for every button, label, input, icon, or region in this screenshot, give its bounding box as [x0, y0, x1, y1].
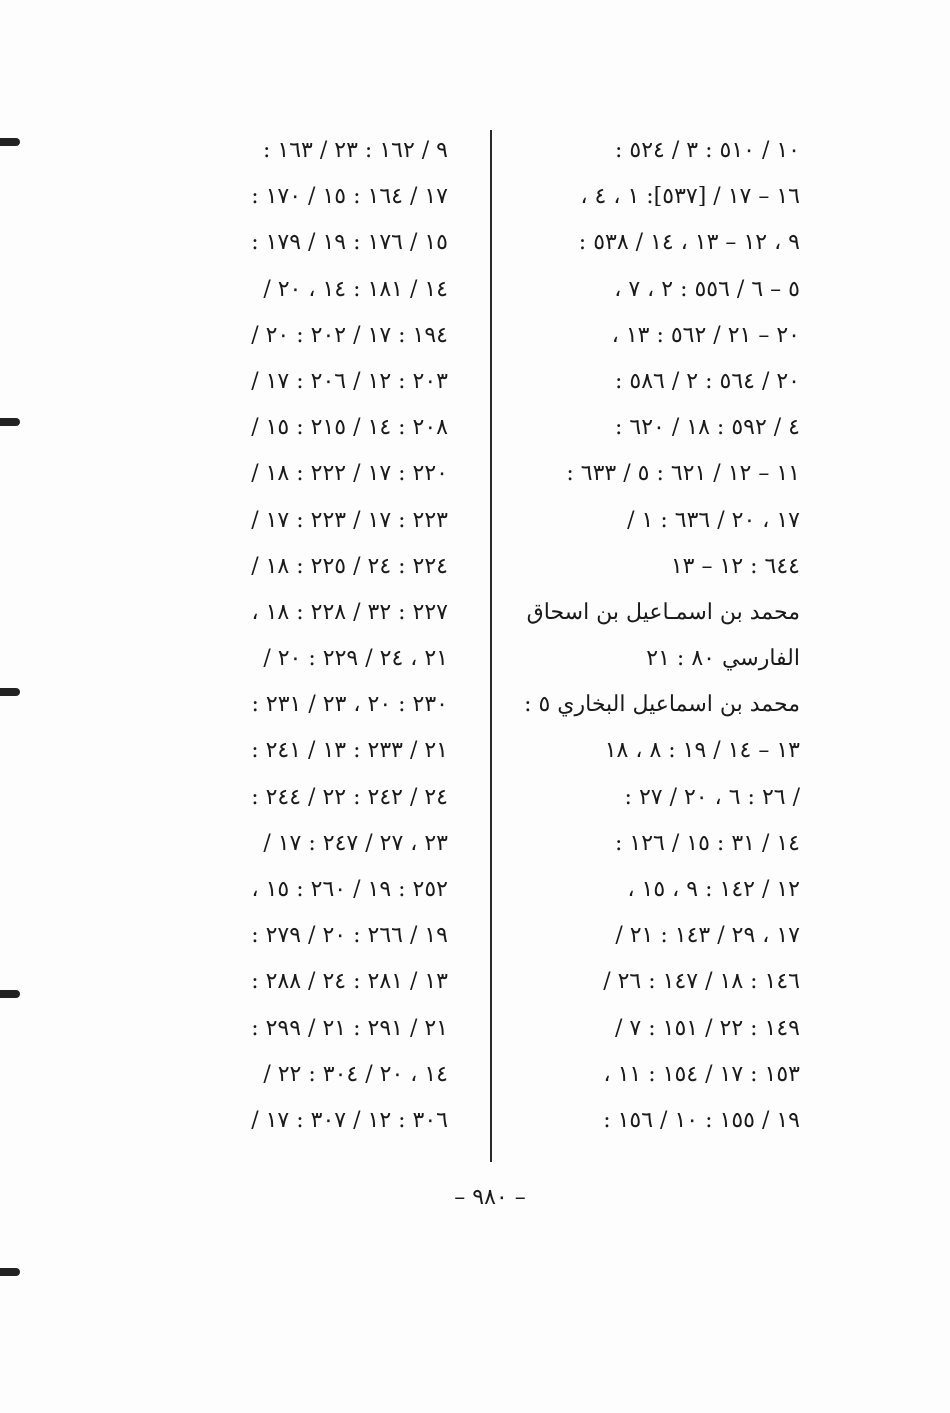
index-line: ٢٢٣ : ١٧ / ٢٢٣ : ١٧ / — [251, 507, 448, 533]
index-line: ٢٠ / ٥٦٤ : ٢ / ٥٨٦ : — [615, 368, 800, 394]
index-line: ٢٣ ، ٢٧ / ٢٤٧ : ١٧ / — [263, 830, 448, 856]
index-line: ٦٤٤ : ١٢ – ١٣ — [670, 553, 800, 579]
scan-edge-mark — [0, 138, 20, 146]
index-line: ٢٥٢ : ١٩ / ٢٦٠ : ١٥ ، — [251, 877, 448, 902]
index-line: ١٩ / ١٥٥ : ١٠ / ١٥٦ : — [603, 1107, 800, 1133]
index-line: ٥ – ٦ / ٥٥٦ : ٢ ، ٧ ، — [614, 276, 800, 302]
index-line: ١٣ / ٢٨١ : ٢٤ / ٢٨٨ : — [251, 969, 448, 995]
index-line: ٢٢٠ : ١٧ / ٢٢٢ : ١٨ / — [251, 461, 448, 487]
index-line: ٢١ / ٢٣٣ : ١٣ / ٢٤١ : — [251, 738, 448, 764]
scan-edge-mark — [0, 990, 20, 998]
index-line: ٣٠٦ : ١٢ / ٣٠٧ : ١٧ / — [251, 1107, 448, 1133]
index-line: ١٩ / ٢٦٦ : ٢٠ / ٢٧٩ : — [251, 923, 448, 949]
index-entry-heading: محمد بن اسماعيل البخاري ٥ : — [524, 692, 800, 718]
index-line: ٢٣٠ : ٢٠ ، ٢٣ / ٢٣١ : — [251, 692, 448, 718]
column-divider — [490, 130, 492, 1162]
index-line: ١١ – ١٢ / ٦٢١ : ٥ / ٦٣٣ : — [566, 461, 800, 487]
index-line: ١٤ ، ٢٠ / ٣٠٤ : ٢٢ / — [263, 1061, 448, 1087]
index-line: ٢١ / ٢٩١ : ٢١ / ٢٩٩ : — [251, 1015, 448, 1041]
index-line: ١٢ / ١٤٢ : ٩ ، ١٥ ، — [627, 877, 800, 902]
index-line: ١٥٣ : ١٧ / ١٥٤ : ١١ ، — [603, 1061, 800, 1087]
index-line: ١٤ / ٣١ : ١٥ / ١٢٦ : — [615, 830, 800, 856]
index-line: ٢٠ – ٢١ / ٥٦٢ : ١٣ ، — [611, 322, 800, 348]
scan-edge-mark — [0, 688, 20, 696]
index-line: ١٩٤ : ١٧ / ٢٠٢ : ٢٠ / — [251, 322, 448, 348]
index-line: ١٤ / ١٨١ : ١٤ ، ٢٠ / — [263, 276, 448, 302]
index-entry-heading: الفارسي ٨٠ : ٢١ — [646, 646, 800, 672]
index-line: ١٠ / ٥١٠ : ٣ / ٥٢٤ : — [615, 138, 800, 163]
index-line: / ٢٦ : ٦ ، ٢٠ / ٢٧ : — [624, 784, 800, 810]
index-line: ٩ / ١٦٢ : ٢٣ / ١٦٣ : — [263, 138, 448, 163]
scan-edge-mark — [0, 418, 20, 426]
index-line: ٢٠٣ : ١٢ / ٢٠٦ : ١٧ / — [251, 368, 448, 394]
index-line: ٢٤ / ٢٤٢ : ٢٢ / ٢٤٤ : — [251, 784, 448, 810]
index-line: ٢١ ، ٢٤ / ٢٢٩ : ٢٠ / — [263, 646, 448, 672]
index-line: ١٧ / ١٦٤ : ١٥ / ١٧٠ : — [251, 184, 448, 210]
index-line: ١٣ – ١٤ / ١٩ : ٨ ، ١٨ — [604, 738, 800, 764]
index-line: ٢٠٨ : ١٤ / ٢١٥ : ١٥ / — [251, 415, 448, 441]
index-line: ٢٢٧ : ٣٢ / ٢٢٨ : ١٨ ، — [251, 599, 448, 625]
index-line: ١٥ / ١٧٦ : ١٩ / ١٧٩ : — [251, 230, 448, 256]
index-line: ١٧ ، ٢٠ / ٦٣٦ : ١ / — [627, 507, 800, 533]
index-line: ٩ ، ١٢ – ١٣ ، ١٤ / ٥٣٨ : — [578, 230, 800, 256]
index-line: ٤ / ٥٩٢ : ١٨ / ٦٢٠ : — [615, 415, 800, 441]
index-line: ٢٢٤ : ٢٤ / ٢٢٥ : ١٨ / — [251, 553, 448, 579]
index-line: ١٤٩ : ٢٢ / ١٥١ : ٧ / — [615, 1015, 800, 1041]
index-line: ١٦ – ١٧ / [٥٣٧]: ١ ، ٤ ، — [580, 184, 800, 210]
index-line: ١٧ ، ٢٩ / ١٤٣ : ٢١ / — [615, 923, 800, 949]
index-line: ١٤٦ : ١٨ / ١٤٧ : ٢٦ / — [603, 969, 800, 995]
index-column-left — [158, 128, 448, 1144]
index-entry-heading: محمد بن اسمـاعيل بن اسحاق — [526, 599, 800, 625]
page-number: – ٩٨٠ – — [454, 1185, 526, 1210]
scan-edge-mark — [0, 1268, 20, 1276]
index-column-right — [515, 128, 800, 1144]
